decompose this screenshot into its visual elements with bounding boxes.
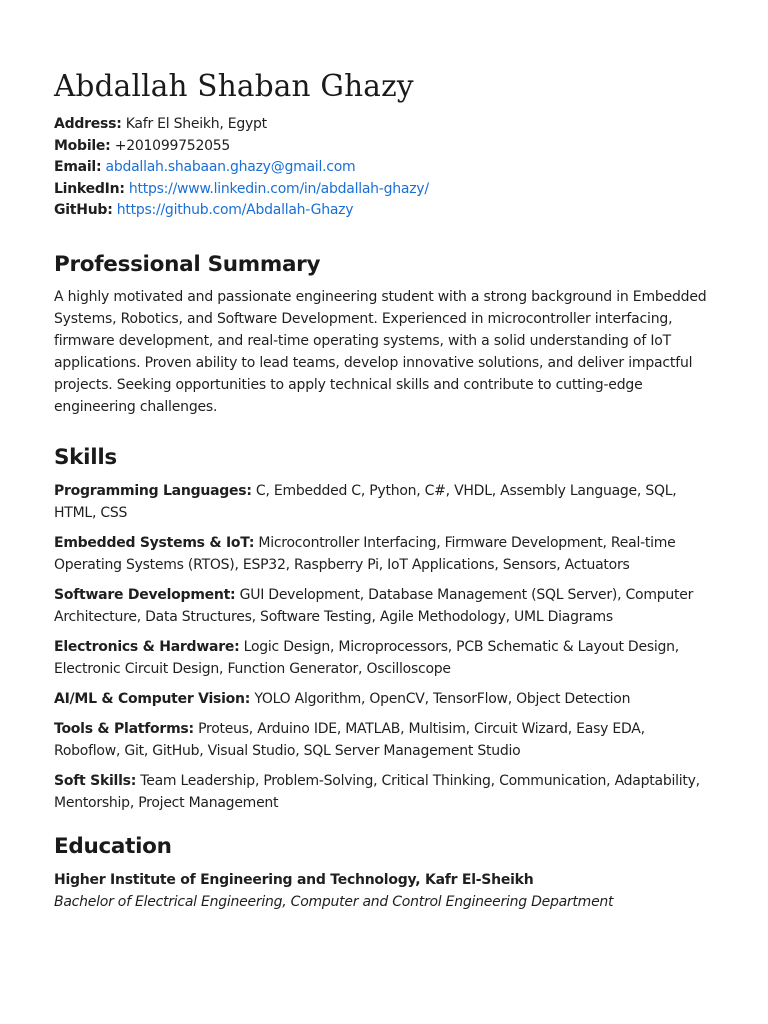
skill-ai-ml: [54, 688, 714, 710]
skill-label: Embedded Systems & IoT:: [54, 535, 255, 552]
skill-label: Programming Languages:: [54, 483, 252, 500]
email-row: [54, 157, 714, 179]
linkedin-link[interactable]: https://www.linkedin.com/in/abdallah-ghazy/: [128, 180, 429, 197]
email-label: Email:: [54, 159, 102, 176]
address-value: Kafr El Sheikh, Egypt: [125, 116, 267, 132]
contact-block: [54, 114, 714, 222]
github-label: GitHub:: [54, 202, 113, 219]
skill-value: Logic Design, Microprocessors, PCB Schematic & Layout Design, Electronic Circuit Design, Function Generator, Oscilloscope: [54, 639, 679, 678]
skill-value: YOLO Algorithm, OpenCV, TensorFlow, Object Detection: [254, 691, 631, 708]
skill-software-development: [54, 584, 714, 628]
skill-value: Team Leadership, Problem-Solving, Critical Thinking, Communication, Adaptability, Mentorship, Project Management: [54, 773, 700, 812]
skill-value: C, Embedded C, Python, C#, VHDL, Assembly Language, SQL, HTML, CSS: [54, 483, 677, 522]
address-row: [54, 114, 714, 136]
candidate-name: Abdallah Shaban Ghazy: [54, 69, 414, 103]
skill-value: GUI Development, Database Management (SQL Server), Computer Architecture, Data Structures, Software Testing, Agile Methodology, UML Diagrams: [54, 587, 694, 626]
address-label: Address:: [54, 116, 122, 132]
summary-heading: Professional Summary: [54, 251, 321, 277]
resume-page: [54, 62, 714, 913]
email-link[interactable]: abdallah.shabaan.ghazy@gmail.com: [105, 159, 356, 176]
education-degree: Bachelor of Electrical Engineering, Computer and Control Engineering Department: [54, 894, 614, 911]
skill-label: AI/ML & Computer Vision:: [54, 691, 251, 708]
mobile-label: Mobile:: [54, 137, 111, 154]
skill-label: Electronics & Hardware:: [54, 639, 240, 656]
skill-label: Tools & Platforms:: [54, 721, 194, 738]
linkedin-label: LinkedIn:: [54, 180, 125, 197]
summary-text: A highly motivated and passionate engineering student with a strong background in Embedded Systems, Robotics, and Software Development. Experienced in microcontroller interfacing, firmware development, and real-time operating systems, with a solid understanding of IoT applications. Proven ability to lead teams, develop innovative solutions, and deliver impactful projects. Seeking opportunities to apply technical skills and contribute to cutting-edge engineering challenges.: [54, 288, 707, 415]
skill-label: Software Development:: [54, 587, 236, 604]
skills-heading: Skills: [54, 445, 117, 471]
linkedin-row: [54, 179, 714, 201]
skill-soft-skills: [54, 770, 714, 814]
education-heading: Education: [54, 834, 172, 860]
skill-electronics-hardware: [54, 636, 714, 680]
skill-programming-languages: [54, 480, 714, 524]
skill-value: Microcontroller Interfacing, Firmware Development, Real-time Operating Systems (RTOS), ESP32, Raspberry Pi, IoT Applications, Sensors, Actuators: [54, 535, 676, 574]
github-row: [54, 200, 714, 222]
skill-label: Soft Skills:: [54, 773, 137, 790]
skill-tools-platforms: [54, 718, 714, 762]
education-entry: [54, 869, 714, 913]
mobile-row: [54, 136, 714, 158]
mobile-value: +201099752055: [114, 137, 231, 154]
skills-list: [54, 480, 714, 814]
education-institution: Higher Institute of Engineering and Technology, Kafr El-Sheikh: [54, 872, 534, 889]
github-link[interactable]: https://github.com/Abdallah-Ghazy: [116, 202, 354, 219]
skill-embedded-systems: [54, 532, 714, 576]
skill-value: Proteus, Arduino IDE, MATLAB, Multisim, Circuit Wizard, Easy EDA, Roboflow, Git, GitHub, Visual Studio, SQL Server Management Studio: [54, 721, 645, 760]
